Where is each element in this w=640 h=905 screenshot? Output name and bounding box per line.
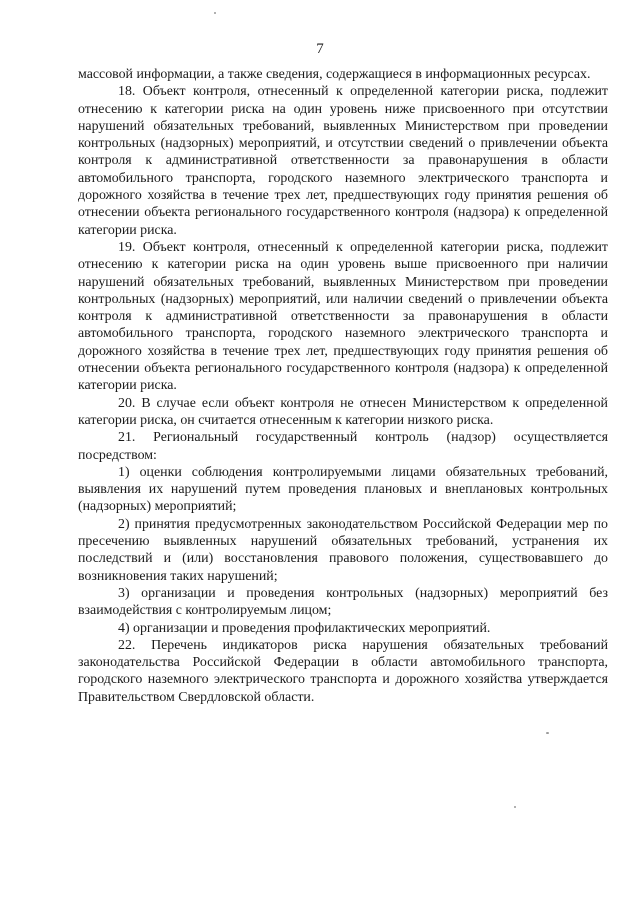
page-number: 7	[316, 41, 324, 57]
list-item-4: 4) организации и проведения профилактических мероприятий.	[118, 620, 491, 636]
paragraph-21: 21. Региональный государственный контроль (надзор) осуществляется посредством:	[78, 430, 608, 463]
paragraph-continuation: массовой информации, а также сведения, содержащиеся в информационных ресурсах.	[78, 67, 591, 82]
paragraph-22: 22. Перечень индикаторов риска нарушения обязательных требований законодательства Российской Федерации в области автомобильного транспорта, городского наземного электрического транспорта и дорожного хозяйства утверждается Правительством Свердловской области.	[78, 637, 608, 705]
document-body	[78, 66, 608, 706]
paragraph-20: 20. В случае если объект контроля не отнесен Министерством к определенной категории риска, он считается отнесенным к категории низкого риска.	[78, 395, 608, 428]
scan-speck	[514, 806, 516, 808]
paragraph-19: 19. Объект контроля, отнесенный к определенной категории риска, подлежит отнесению к категории риска на один уровень выше присвоенного при наличии нарушений обязательных требований, выявленных Министерством при проведении контрольных (надзорных) мероприятий, или наличии сведений о привлечении объекта контроля к административной ответственности за правонарушения в области автомобильного транспорта, городского наземного электрического транспорта и дорожного хозяйства в течение трех лет, предшествующих году принятия решения об отнесении объекта регионального государственного контроля (надзора) к определенной категории риска.	[78, 239, 608, 394]
paragraph-18: 18. Объект контроля, отнесенный к определенной категории риска, подлежит отнесению к категории риска на один уровень ниже присвоенного при отсутствии нарушений обязательных требований, выявленных Министерством при проведении контрольных (надзорных) мероприятий, и отсутствии сведений о привлечении объекта контроля к административной ответственности за правонарушения в области автомобильного транспорта, городского наземного электрического транспорта и дорожного хозяйства в течение трех лет, предшествующих году принятия решения об отнесении объекта регионального государственного контроля (надзора) к определенной категории риска.	[78, 84, 608, 238]
list-item-2: 2) принятия предусмотренных законодательством Российской Федерации мер по пресечению выявленных нарушений обязательных требований, устранения их последствий и (или) восстановления правового положения, существовавшего до возникновения таких нарушений;	[78, 516, 608, 584]
list-item-1: 1) оценки соблюдения контролируемыми лицами обязательных требований, выявления их нарушений путем проведения плановых и внеплановых контрольных (надзорных) мероприятий;	[78, 464, 608, 515]
scan-speck	[546, 732, 549, 734]
scan-speck	[214, 12, 216, 14]
list-item-3: 3) организации и проведения контрольных (надзорных) мероприятий без взаимодействия с контролируемым лицом;	[78, 585, 608, 619]
